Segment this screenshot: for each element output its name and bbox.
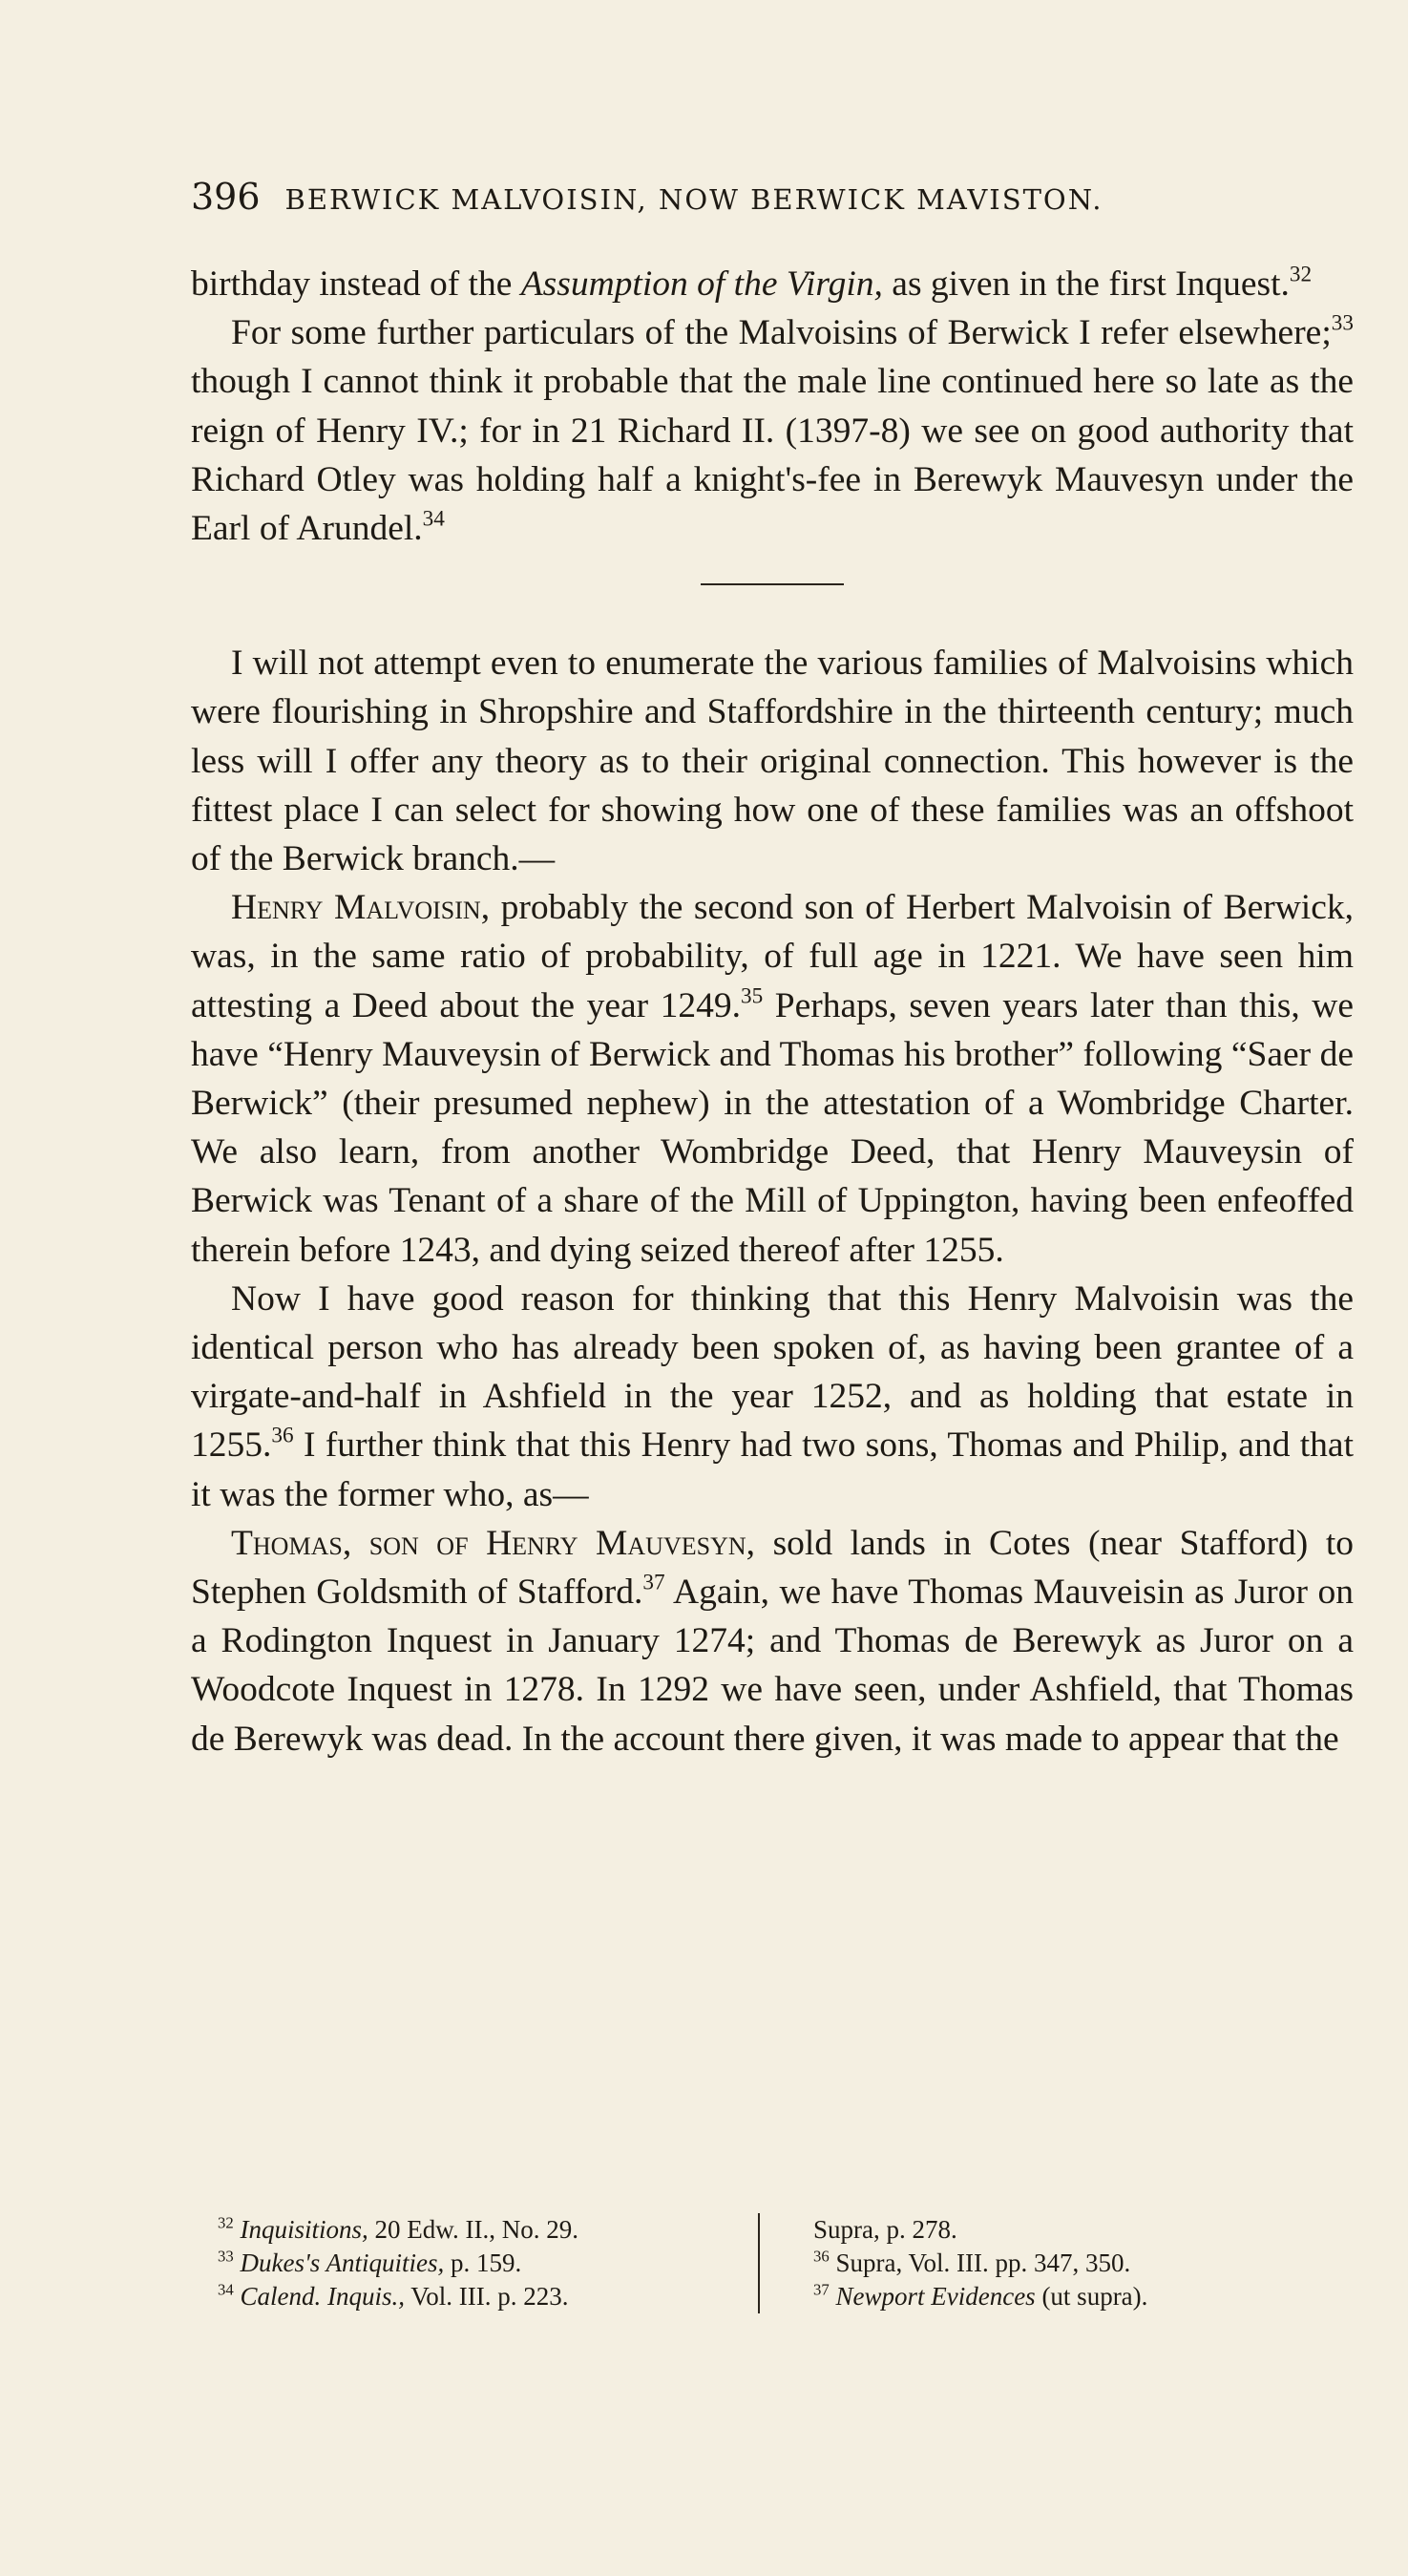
footnote-32: $^{32}$ Inquisitions, 20 Edw. II., No. 29. [218, 2213, 578, 2244]
footnote-ref-35[interactable]: 35 [741, 983, 764, 1009]
footnote-34: $^{34}$ Calend. Inquis., Vol. III. p. 223. [218, 2280, 569, 2311]
running-title: BERWICK MALVOISIN, NOW BERWICK MAVISTON. [284, 183, 1103, 216]
name-heading: Thomas, son of Henry Mauvesyn, [231, 1523, 756, 1563]
footnote-ref-37[interactable]: 37 [642, 1570, 665, 1595]
footnote-33: $^{33}$ Dukes's Antiquities, p. 159. [218, 2247, 522, 2277]
footnote-ref-33[interactable]: 33 [1331, 310, 1354, 336]
footnote-35: Supra, p. 278. [813, 2215, 957, 2244]
footnotes [191, 2213, 1354, 2313]
paragraph-5: Now I have good reason for thinking that this Henry Malvoisin was the identical person who has already been spoken of, as having been grantee of a virgate-and-half in Ashfield in the year 1252, and as holding that estate in 1255.36 I further think that this Henry had two sons, Thomas and Philip, and that it was the former who, as— [191, 1278, 1354, 1514]
italic-phrase: Assumption of the Virgin, [520, 264, 883, 304]
paragraph-3: I will not attempt even to enumerate the various families of Malvoisins which were flourishing in Shropshire and Staffordshire in the thirteenth century; much less will I offer any theory as to their original connection. This however is the fittest place I can select for showing how one of these families was an offshoot of the Berwick branch.— [191, 644, 1354, 879]
footnotes-right-column [760, 2213, 1354, 2313]
paragraph-1: birthday instead of the Assumption of the Virgin, as given in the first Inquest.$^{32}$ [191, 262, 1313, 304]
name-heading: Henry Malvoisin, [231, 888, 491, 928]
footnotes-left-column [191, 2213, 760, 2313]
page-header [191, 176, 1241, 218]
footnote-37: $^{37}$ Newport Evidences (ut supra). [813, 2280, 1148, 2311]
footnote-ref-36[interactable]: 36 [271, 1424, 294, 1449]
footnote-ref-32[interactable]: 32 [1289, 262, 1313, 287]
paragraph-4: Henry Malvoisin, probably the second son of Herbert Malvoisin of Berwick, was, in the same ratio of probability, of full age in 1221. We have seen him attesting a Deed about the year 1249.35 Perhaps, seven years later than this, we have “Henry Mauveysin of Berwick and Thomas his brother” following “Saer de Berwick” (their presumed nephew) in the attestation of a Wombridge Charter. We also learn, from another Wombridge Deed, that Henry Mauveysin of Berwick was Tenant of a share of the Mill of Uppington, having been enfeoffed therein before 1243, and dying seized thereof after 1255. [191, 888, 1354, 1270]
footnote-36: $^{36}$ Supra, Vol. III. pp. 347, 350. [813, 2247, 1131, 2277]
paragraph-2: For some further particulars of the Malvoisins of Berwick I refer elsewhere;$^{33}$ though I cannot think it probable that the male line continued here so late as the reign of Henry IV.; for in 21 Richard II. (1397-8) we see on good authority that Richard Otley was holding half a knight's-fee in Berewyk Mauvesyn under the Earl of Arundel.$^{34}$ [191, 310, 1354, 549]
page-number: 396 [191, 176, 261, 218]
paragraph-6: Thomas, son of Henry Mauvesyn, sold lands in Cotes (near Stafford) to Stephen Goldsmith of Stafford.$^{37}$ Again, we have Thomas Mauveisin as Juror on a Rodington Inquest in January 1274; and Thomas de Berewyk as Juror on a Woodcote Inquest in 1278. In 1292 we have seen, under Ashfield, that Thomas de Berewyk was dead. In the account there given, it was made to appear that the [191, 1523, 1354, 1759]
footnote-ref-34[interactable]: 34 [422, 506, 445, 532]
section-divider [701, 583, 844, 585]
body-text [191, 260, 1354, 1763]
